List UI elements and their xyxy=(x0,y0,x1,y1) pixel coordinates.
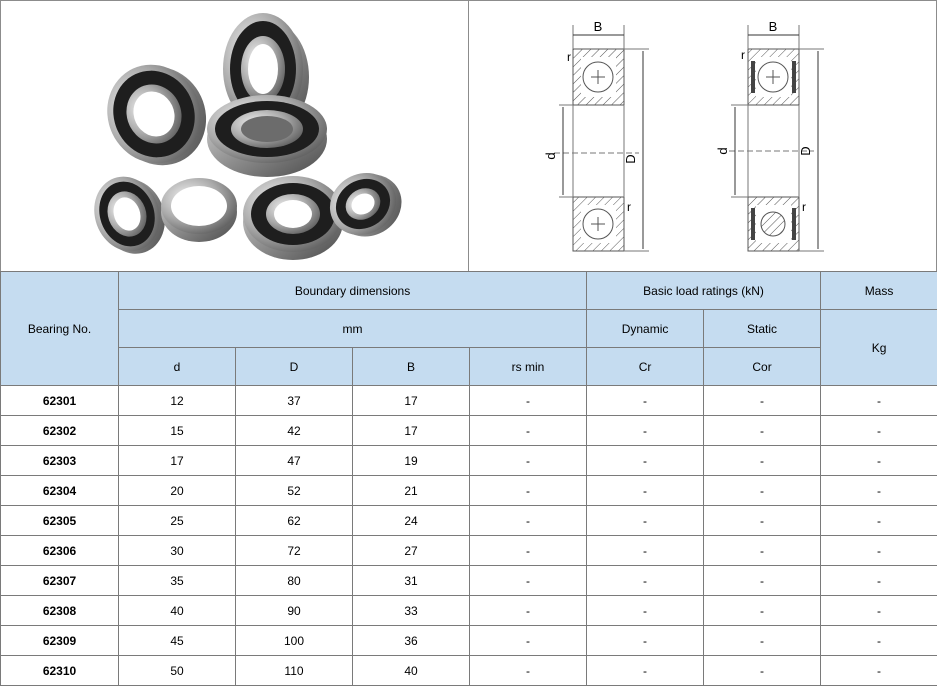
cell-bearing-no: 62308 xyxy=(1,596,119,626)
cell-mass: - xyxy=(821,506,937,536)
cell-cor: - xyxy=(704,566,821,596)
dim-B-label: B xyxy=(768,19,778,34)
cell-cor: - xyxy=(704,656,821,686)
header-mass: Mass xyxy=(821,272,937,310)
cell-bearing-no: 62307 xyxy=(1,566,119,596)
cell-B: 17 xyxy=(353,416,470,446)
cell-rs-min: - xyxy=(470,476,587,506)
cell-d: 40 xyxy=(119,596,236,626)
cell-rs-min: - xyxy=(470,416,587,446)
cell-rs-min: - xyxy=(470,626,587,656)
table-row xyxy=(1,566,937,596)
dim-D-label: D xyxy=(798,146,813,156)
header-boundary-dimensions: Boundary dimensions xyxy=(119,272,587,310)
cell-rs-min: - xyxy=(470,386,587,416)
cell-cor: - xyxy=(704,476,821,506)
dim-d-label: d xyxy=(543,152,558,160)
cell-bearing-no: 62301 xyxy=(1,386,119,416)
cell-cor: - xyxy=(704,506,821,536)
cell-B: 24 xyxy=(353,506,470,536)
cell-cor: - xyxy=(704,626,821,656)
cell-cor: - xyxy=(704,446,821,476)
table-row xyxy=(1,626,937,656)
cell-bearing-no: 62302 xyxy=(1,416,119,446)
cell-cr: - xyxy=(587,536,704,566)
header-col-B: B xyxy=(353,348,470,386)
cell-D: 62 xyxy=(236,506,353,536)
cell-cor: - xyxy=(704,596,821,626)
drawing-sealed-bearing xyxy=(715,19,824,251)
table-row xyxy=(1,476,937,506)
header-load-ratings: Basic load ratings (kN) xyxy=(587,272,821,310)
cell-d: 35 xyxy=(119,566,236,596)
drawing-open-bearing xyxy=(543,19,649,251)
dim-d-label: d xyxy=(715,147,730,155)
cell-D: 72 xyxy=(236,536,353,566)
radius-label: r xyxy=(741,48,745,62)
cell-cor: - xyxy=(704,386,821,416)
cell-d: 30 xyxy=(119,536,236,566)
header-col-d: d xyxy=(119,348,236,386)
cell-cr: - xyxy=(587,386,704,416)
header-images xyxy=(0,0,937,272)
cell-bearing-no: 62305 xyxy=(1,506,119,536)
cell-B: 21 xyxy=(353,476,470,506)
cell-rs-min: - xyxy=(470,566,587,596)
cell-cr: - xyxy=(587,476,704,506)
table-row xyxy=(1,506,937,536)
cell-cr: - xyxy=(587,416,704,446)
cell-cor: - xyxy=(704,416,821,446)
technical-drawing xyxy=(468,0,937,272)
header-col-cr: Cr xyxy=(587,348,704,386)
cell-d: 15 xyxy=(119,416,236,446)
cell-bearing-no: 62310 xyxy=(1,656,119,686)
dim-D-label: D xyxy=(623,154,638,164)
cell-cr: - xyxy=(587,596,704,626)
cell-mass: - xyxy=(821,386,937,416)
header-col-cor: Cor xyxy=(704,348,821,386)
cell-bearing-no: 62309 xyxy=(1,626,119,656)
bearing-spec-table xyxy=(0,271,937,686)
cell-cr: - xyxy=(587,446,704,476)
bearing-photo xyxy=(0,0,469,272)
header-bearing-no: Bearing No. xyxy=(1,272,119,386)
cell-cr: - xyxy=(587,626,704,656)
table-row xyxy=(1,536,937,566)
cell-B: 19 xyxy=(353,446,470,476)
table-row xyxy=(1,446,937,476)
cell-cr: - xyxy=(587,656,704,686)
cell-d: 45 xyxy=(119,626,236,656)
cell-D: 42 xyxy=(236,416,353,446)
radius-label: r xyxy=(802,200,806,214)
cell-rs-min: - xyxy=(470,446,587,476)
bearing-photo-illustration xyxy=(1,1,468,271)
cell-B: 40 xyxy=(353,656,470,686)
cell-mass: - xyxy=(821,596,937,626)
bearing-section-drawings xyxy=(469,1,936,271)
cell-mass: - xyxy=(821,476,937,506)
cell-bearing-no: 62304 xyxy=(1,476,119,506)
cell-mass: - xyxy=(821,536,937,566)
cell-bearing-no: 62306 xyxy=(1,536,119,566)
cell-D: 80 xyxy=(236,566,353,596)
cell-mass: - xyxy=(821,566,937,596)
cell-D: 52 xyxy=(236,476,353,506)
cell-mass: - xyxy=(821,656,937,686)
table-row xyxy=(1,416,937,446)
cell-d: 50 xyxy=(119,656,236,686)
cell-B: 31 xyxy=(353,566,470,596)
cell-rs-min: - xyxy=(470,536,587,566)
table-row xyxy=(1,386,937,416)
cell-mass: - xyxy=(821,446,937,476)
header-col-rs-min: rs min xyxy=(470,348,587,386)
cell-d: 17 xyxy=(119,446,236,476)
header-unit-mm: mm xyxy=(119,310,587,348)
radius-label: r xyxy=(567,50,571,64)
cell-D: 47 xyxy=(236,446,353,476)
cell-B: 27 xyxy=(353,536,470,566)
cell-cr: - xyxy=(587,566,704,596)
header-unit-kg: Kg xyxy=(821,310,937,386)
cell-mass: - xyxy=(821,416,937,446)
cell-D: 100 xyxy=(236,626,353,656)
cell-D: 37 xyxy=(236,386,353,416)
cell-rs-min: - xyxy=(470,656,587,686)
cell-d: 12 xyxy=(119,386,236,416)
cell-rs-min: - xyxy=(470,596,587,626)
dim-B-label: B xyxy=(593,19,603,34)
header-dynamic: Dynamic xyxy=(587,310,704,348)
header-col-D: D xyxy=(236,348,353,386)
cell-cor: - xyxy=(704,536,821,566)
cell-B: 36 xyxy=(353,626,470,656)
cell-B: 33 xyxy=(353,596,470,626)
cell-B: 17 xyxy=(353,386,470,416)
cell-D: 90 xyxy=(236,596,353,626)
cell-rs-min: - xyxy=(470,506,587,536)
table-row xyxy=(1,596,937,626)
cell-d: 20 xyxy=(119,476,236,506)
cell-cr: - xyxy=(587,506,704,536)
cell-mass: - xyxy=(821,626,937,656)
cell-bearing-no: 62303 xyxy=(1,446,119,476)
table-row xyxy=(1,656,937,686)
radius-label: r xyxy=(627,200,631,214)
cell-d: 25 xyxy=(119,506,236,536)
table-body xyxy=(1,386,937,686)
cell-D: 110 xyxy=(236,656,353,686)
header-static: Static xyxy=(704,310,821,348)
